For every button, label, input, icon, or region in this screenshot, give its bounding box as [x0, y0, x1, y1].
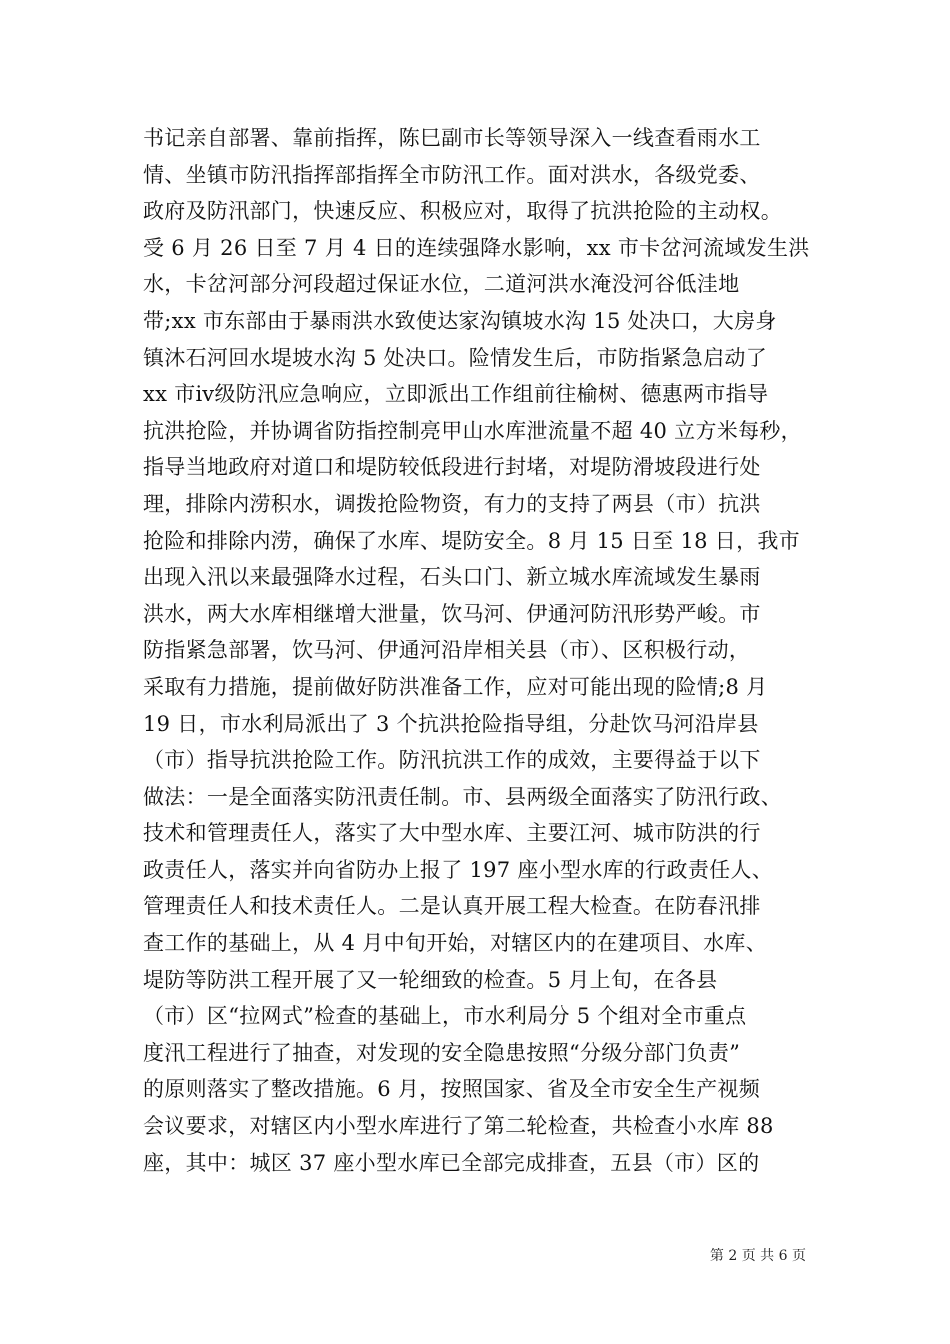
text-line: 管理责任人和技术责任人。二是认真开展工程大检查。在防春汛排 [143, 894, 761, 919]
text-line: 指导当地政府对道口和堤防较低段进行封堵，对堤防滑坡段进行处 [143, 455, 761, 480]
text-line: 会议要求，对辖区内小型水库进行了第二轮检查，共检查小水库 88 [143, 1114, 774, 1139]
text-line: （市）区“拉网式”检查的基础上，市水利局分 5 个组对全市重点 [143, 1004, 747, 1029]
text-line: 堤防等防洪工程开展了又一轮细致的检查。5 月上旬，在各县 [143, 967, 718, 992]
page-number: 第 2 页 共 6 页 [709, 1248, 806, 1264]
text-line: 受 6 月 26 日至 7 月 4 日的连续强降水影响，xx 市卡岔河流域发生洪 [143, 235, 810, 260]
body-text [143, 120, 823, 1181]
text-line: 度汛工程进行了抽查，对发现的安全隐患按照“分级分部门负责” [143, 1040, 741, 1065]
text-line: 座，其中：城区 37 座小型水库已全部完成排查，五县（市）区的 [143, 1150, 760, 1175]
text-line: （市）指导抗洪抢险工作。防汛抗洪工作的成效，主要得益于以下 [143, 748, 761, 773]
text-line: 理，排除内涝积水，调拨抢险物资，有力的支持了两县（市）抗洪 [143, 491, 761, 516]
text-line: 政责任人，落实并向省防办上报了 197 座小型水库的行政责任人、 [143, 857, 774, 882]
text-line: 出现入汛以来最强降水过程，石头口门、新立城水库流域发生暴雨 [143, 565, 761, 590]
text-line: 带;xx 市东部由于暴雨洪水致使达家沟镇坡水沟 15 处决口，大房身 [143, 308, 777, 333]
text-line: 水，卡岔河部分河段超过保证水位，二道河洪水淹没河谷低洼地 [143, 272, 740, 297]
text-line: 查工作的基础上，从 4 月中旬开始，对辖区内的在建项目、水库、 [143, 931, 768, 956]
text-line: 抢险和排除内涝，确保了水库、堤防安全。8 月 15 日至 18 日，我市 [143, 528, 800, 553]
text-line: 抗洪抢险，并协调省防指控制亮甲山水库泄流量不超 40 立方米每秒， [143, 418, 802, 443]
text-line: 镇沐石河回水堤坡水沟 5 处决口。险情发生后，市防指紧急启动了 [143, 345, 768, 370]
text-line: 情、坐镇市防汛指挥部指挥全市防汛工作。面对洪水，各级党委、 [143, 162, 761, 187]
text-line: 洪水，两大水库相继增大泄量，饮马河、伊通河防汛形势严峻。市 [143, 601, 761, 626]
text-line: 政府及防汛部门，快速反应、积极应对，取得了抗洪抢险的主动权。 [143, 199, 782, 224]
text-line: 19 日，市水利局派出了 3 个抗洪抢险指导组，分赴饮马河沿岸县 [143, 711, 759, 736]
text-line: 防指紧急部署，饮马河、伊通河沿岸相关县（市）、区积极行动， [143, 638, 751, 663]
text-line: 做法：一是全面落实防汛责任制。市、县两级全面落实了防汛行政、 [143, 784, 782, 809]
text-line: 技术和管理责任人，落实了大中型水库、主要江河、城市防洪的行 [143, 821, 761, 846]
text-line: 的原则落实了整改措施。6 月，按照国家、省及全市安全生产视频 [143, 1077, 761, 1102]
text-line: xx 市ⅳ级防汛应急响应，立即派出工作组前往榆树、德惠两市指导 [143, 382, 769, 407]
text-line: 采取有力措施，提前做好防洪准备工作，应对可能出现的险情;8 月 [143, 674, 768, 699]
text-line: 书记亲自部署、靠前指挥，陈巳副市长等领导深入一线查看雨水工 [143, 126, 761, 150]
